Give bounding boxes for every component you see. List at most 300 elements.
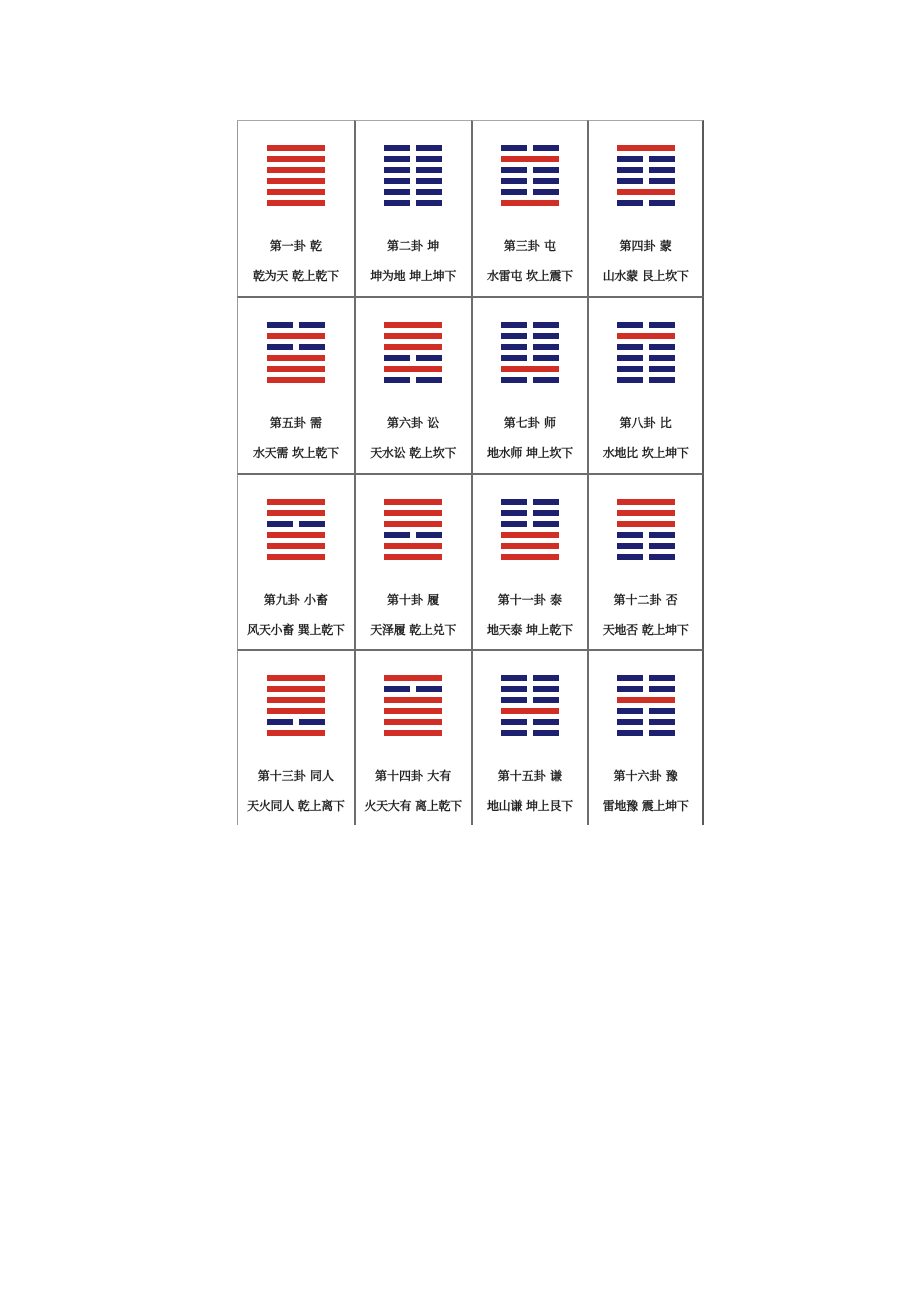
line-segment	[617, 322, 643, 328]
yin-line	[384, 200, 442, 206]
yang-line	[384, 730, 442, 736]
hexagram-cell-3	[471, 120, 588, 296]
line-segment	[649, 708, 675, 714]
line-segment	[533, 377, 559, 383]
yang-line	[384, 675, 442, 681]
hexagram-name: 第十卦 履	[387, 592, 440, 607]
yin-line	[617, 344, 675, 350]
hexagram-name: 第五卦 需	[269, 416, 322, 431]
yang-line	[267, 499, 325, 505]
yin-line	[267, 719, 325, 725]
hexagram-symbol	[384, 499, 442, 560]
line-segment	[617, 510, 675, 516]
line-segment	[384, 366, 442, 372]
line-segment	[384, 322, 442, 328]
hexagram-name: 第十五卦 谦	[497, 768, 562, 783]
yin-line	[501, 675, 559, 681]
line-segment	[617, 145, 675, 151]
line-segment	[649, 377, 675, 383]
hexagram-name: 第二卦 坤	[387, 239, 440, 253]
yang-line	[267, 543, 325, 549]
line-segment	[416, 355, 442, 361]
yang-line	[501, 708, 559, 714]
line-segment	[384, 499, 442, 505]
yin-line	[617, 355, 675, 361]
line-segment	[617, 499, 675, 505]
line-segment	[267, 333, 325, 339]
hexagram-name: 第三卦 屯	[503, 239, 556, 253]
line-segment	[649, 167, 675, 173]
line-segment	[267, 499, 325, 505]
yang-line	[501, 543, 559, 549]
line-segment	[617, 333, 675, 339]
line-segment	[267, 366, 325, 372]
yang-line	[384, 322, 442, 328]
line-segment	[617, 355, 643, 361]
yang-line	[384, 499, 442, 505]
yin-line	[617, 178, 675, 184]
yang-line	[617, 499, 675, 505]
line-segment	[533, 322, 559, 328]
line-segment	[267, 543, 325, 549]
line-segment	[501, 366, 559, 372]
yang-line	[384, 719, 442, 725]
hexagram-cell-8	[587, 296, 704, 472]
yang-line	[384, 543, 442, 549]
yang-line	[501, 156, 559, 162]
hexagram-name: 第十四卦 大有	[375, 768, 452, 783]
line-segment	[384, 532, 410, 538]
yang-line	[267, 355, 325, 361]
hexagram-description: 坤为地 坤上坤下	[370, 269, 457, 283]
hexagram-name: 第十六卦 豫	[613, 768, 678, 783]
line-segment	[649, 686, 675, 692]
yin-line	[617, 322, 675, 328]
line-segment	[501, 499, 527, 505]
line-segment	[416, 532, 442, 538]
line-segment	[267, 708, 325, 714]
hexagram-name: 第六卦 讼	[387, 416, 440, 431]
hexagram-symbol	[267, 145, 325, 206]
line-segment	[649, 730, 675, 736]
line-segment	[384, 521, 442, 527]
line-segment	[501, 532, 559, 538]
hexagram-symbol	[267, 499, 325, 560]
line-segment	[649, 543, 675, 549]
line-segment	[649, 675, 675, 681]
hexagram-description: 水天需 坎上乾下	[252, 446, 339, 461]
yin-line	[617, 532, 675, 538]
hexagram-name: 第十一卦 泰	[497, 592, 562, 607]
line-segment	[299, 521, 325, 527]
line-segment	[384, 708, 442, 714]
hexagram-cell-5	[237, 296, 354, 472]
line-segment	[533, 167, 559, 173]
line-segment	[649, 719, 675, 725]
yin-line	[617, 156, 675, 162]
yang-line	[384, 697, 442, 703]
hexagram-cell-7	[471, 296, 588, 472]
line-segment	[267, 532, 325, 538]
yin-line	[267, 322, 325, 328]
yang-line	[501, 366, 559, 372]
line-segment	[267, 554, 325, 560]
line-segment	[384, 156, 410, 162]
yin-line	[617, 554, 675, 560]
yang-line	[617, 145, 675, 151]
yin-line	[617, 719, 675, 725]
line-segment	[267, 189, 325, 195]
hexagram-cell-4	[587, 120, 704, 296]
line-segment	[267, 697, 325, 703]
yin-line	[617, 675, 675, 681]
yin-line	[501, 499, 559, 505]
line-segment	[617, 554, 643, 560]
hexagram-cell-14	[354, 649, 471, 825]
yang-line	[267, 697, 325, 703]
hexagram-description: 山水蒙 艮上坎下	[602, 269, 689, 283]
line-segment	[299, 719, 325, 725]
line-segment	[617, 730, 643, 736]
line-segment	[416, 156, 442, 162]
yin-line	[617, 708, 675, 714]
line-segment	[617, 543, 643, 549]
line-segment	[384, 686, 410, 692]
hexagram-symbol	[384, 322, 442, 383]
line-segment	[501, 686, 527, 692]
line-segment	[384, 675, 442, 681]
hexagram-symbol	[501, 322, 559, 383]
line-segment	[384, 543, 442, 549]
yang-line	[617, 333, 675, 339]
line-segment	[617, 156, 643, 162]
line-segment	[533, 697, 559, 703]
line-segment	[384, 697, 442, 703]
yin-line	[617, 366, 675, 372]
hexagram-symbol	[384, 145, 442, 206]
yang-line	[267, 333, 325, 339]
yin-line	[501, 178, 559, 184]
yang-line	[267, 145, 325, 151]
line-segment	[501, 333, 527, 339]
hexagram-symbol	[384, 675, 442, 736]
yin-line	[384, 532, 442, 538]
yin-line	[501, 167, 559, 173]
hexagram-name: 第一卦 乾	[269, 239, 322, 253]
line-segment	[533, 344, 559, 350]
yin-line	[501, 521, 559, 527]
line-segment	[384, 178, 410, 184]
line-segment	[501, 510, 527, 516]
yang-line	[267, 377, 325, 383]
yang-line	[267, 532, 325, 538]
line-segment	[617, 366, 643, 372]
yin-line	[384, 686, 442, 692]
yang-line	[267, 686, 325, 692]
hexagram-description: 火天大有 离上乾下	[364, 798, 462, 813]
yang-line	[267, 730, 325, 736]
yang-line	[384, 554, 442, 560]
yin-line	[267, 344, 325, 350]
line-segment	[299, 322, 325, 328]
line-segment	[617, 200, 643, 206]
yang-line	[267, 510, 325, 516]
yang-line	[267, 156, 325, 162]
yin-line	[501, 322, 559, 328]
line-segment	[501, 543, 559, 549]
line-segment	[649, 554, 675, 560]
yang-line	[501, 554, 559, 560]
hexagram-cell-15	[471, 649, 588, 825]
line-segment	[649, 322, 675, 328]
line-segment	[617, 708, 643, 714]
hexagram-description: 风天小畜 巽上乾下	[247, 622, 345, 637]
hexagram-symbol	[617, 499, 675, 560]
line-segment	[617, 377, 643, 383]
yin-line	[384, 156, 442, 162]
hexagram-symbol	[617, 322, 675, 383]
line-segment	[533, 521, 559, 527]
hexagram-name: 第十二卦 否	[613, 592, 678, 607]
line-segment	[617, 686, 643, 692]
yin-line	[501, 719, 559, 725]
hexagram-name: 第四卦 蒙	[619, 239, 672, 253]
yin-line	[384, 355, 442, 361]
line-segment	[384, 730, 442, 736]
hexagram-description: 水雷屯 坎上震下	[486, 269, 573, 283]
line-segment	[501, 697, 527, 703]
line-segment	[267, 200, 325, 206]
hexagram-description: 雷地豫 震上坤下	[602, 798, 689, 813]
hexagram-symbol	[501, 499, 559, 560]
line-segment	[617, 521, 675, 527]
line-segment	[267, 322, 293, 328]
line-segment	[649, 532, 675, 538]
hexagram-name: 第八卦 比	[619, 416, 672, 431]
hexagram-description: 天水讼 乾上坎下	[370, 446, 457, 461]
line-segment	[533, 145, 559, 151]
line-segment	[617, 697, 675, 703]
line-segment	[267, 178, 325, 184]
yang-line	[267, 675, 325, 681]
line-segment	[267, 167, 325, 173]
hexagram-cell-6	[354, 296, 471, 472]
line-segment	[384, 719, 442, 725]
yin-line	[384, 167, 442, 173]
line-segment	[267, 686, 325, 692]
yang-line	[384, 521, 442, 527]
hexagram-cell-12	[587, 473, 704, 649]
line-segment	[416, 178, 442, 184]
yin-line	[501, 697, 559, 703]
yang-line	[267, 708, 325, 714]
hexagram-symbol	[267, 675, 325, 736]
line-segment	[501, 554, 559, 560]
yin-line	[617, 686, 675, 692]
yang-line	[267, 167, 325, 173]
line-segment	[617, 675, 643, 681]
line-segment	[384, 377, 410, 383]
hexagram-name: 第七卦 师	[503, 416, 556, 431]
yin-line	[384, 178, 442, 184]
line-segment	[501, 156, 559, 162]
hexagram-cell-10	[354, 473, 471, 649]
yang-line	[384, 510, 442, 516]
line-segment	[617, 344, 643, 350]
line-segment	[501, 200, 559, 206]
line-segment	[267, 377, 325, 383]
line-segment	[501, 730, 527, 736]
line-segment	[384, 189, 410, 195]
hexagram-description: 乾为天 乾上乾下	[252, 269, 339, 283]
yang-line	[501, 200, 559, 206]
hexagram-description: 地山谦 坤上艮下	[486, 798, 573, 813]
line-segment	[501, 167, 527, 173]
line-segment	[649, 355, 675, 361]
line-segment	[533, 719, 559, 725]
line-segment	[501, 675, 527, 681]
yin-line	[501, 344, 559, 350]
hexagram-symbol	[501, 675, 559, 736]
line-segment	[533, 686, 559, 692]
hexagram-description: 天火同人 乾上离下	[247, 798, 345, 813]
hexagram-symbol	[267, 322, 325, 383]
hexagram-cell-2	[354, 120, 471, 296]
line-segment	[384, 355, 410, 361]
yang-line	[617, 697, 675, 703]
line-segment	[267, 521, 293, 527]
yin-line	[501, 510, 559, 516]
line-segment	[416, 200, 442, 206]
yang-line	[384, 708, 442, 714]
line-segment	[384, 510, 442, 516]
hexagram-symbol	[501, 145, 559, 206]
yang-line	[267, 178, 325, 184]
line-segment	[416, 377, 442, 383]
line-segment	[501, 377, 527, 383]
line-segment	[384, 554, 442, 560]
line-segment	[533, 730, 559, 736]
line-segment	[533, 333, 559, 339]
line-segment	[267, 675, 325, 681]
yin-line	[384, 189, 442, 195]
yin-line	[501, 355, 559, 361]
line-segment	[416, 145, 442, 151]
line-segment	[501, 708, 559, 714]
line-segment	[416, 189, 442, 195]
line-segment	[501, 521, 527, 527]
hexagram-description: 水地比 坎上坤下	[602, 446, 689, 461]
line-segment	[617, 167, 643, 173]
yang-line	[267, 200, 325, 206]
yin-line	[617, 377, 675, 383]
line-segment	[533, 510, 559, 516]
yin-line	[617, 730, 675, 736]
line-segment	[299, 344, 325, 350]
line-segment	[533, 355, 559, 361]
yin-line	[501, 333, 559, 339]
hexagram-description: 地水师 坤上坎下	[486, 446, 573, 461]
hexagram-description: 地天泰 坤上乾下	[486, 622, 573, 637]
line-segment	[617, 178, 643, 184]
hexagram-cell-1	[237, 120, 354, 296]
line-segment	[501, 189, 527, 195]
yin-line	[617, 167, 675, 173]
yin-line	[267, 521, 325, 527]
line-segment	[384, 333, 442, 339]
line-segment	[501, 355, 527, 361]
yang-line	[501, 532, 559, 538]
hexagram-name: 第九卦 小畜	[263, 592, 328, 607]
yin-line	[501, 145, 559, 151]
yang-line	[384, 366, 442, 372]
hexagram-symbol	[617, 145, 675, 206]
hexagram-grid	[237, 120, 704, 825]
line-segment	[416, 167, 442, 173]
line-segment	[649, 156, 675, 162]
line-segment	[267, 344, 293, 350]
line-segment	[267, 355, 325, 361]
line-segment	[267, 510, 325, 516]
line-segment	[384, 200, 410, 206]
line-segment	[267, 145, 325, 151]
line-segment	[649, 200, 675, 206]
yang-line	[267, 554, 325, 560]
yin-line	[501, 730, 559, 736]
line-segment	[501, 178, 527, 184]
line-segment	[649, 178, 675, 184]
hexagram-cell-9	[237, 473, 354, 649]
hexagram-cell-16	[587, 649, 704, 825]
yang-line	[617, 189, 675, 195]
line-segment	[267, 730, 325, 736]
yin-line	[384, 377, 442, 383]
yin-line	[501, 686, 559, 692]
yin-line	[501, 189, 559, 195]
yang-line	[384, 344, 442, 350]
yang-line	[267, 366, 325, 372]
line-segment	[501, 719, 527, 725]
hexagram-description: 天泽履 乾上兑下	[370, 622, 457, 637]
hexagram-cell-13	[237, 649, 354, 825]
line-segment	[384, 167, 410, 173]
line-segment	[617, 189, 675, 195]
line-segment	[384, 145, 410, 151]
yin-line	[501, 377, 559, 383]
line-segment	[617, 532, 643, 538]
yang-line	[267, 189, 325, 195]
hexagram-name: 第十三卦 同人	[257, 768, 334, 783]
yin-line	[617, 200, 675, 206]
line-segment	[501, 322, 527, 328]
line-segment	[267, 719, 293, 725]
yin-line	[617, 543, 675, 549]
yang-line	[384, 333, 442, 339]
line-segment	[533, 675, 559, 681]
line-segment	[533, 499, 559, 505]
line-segment	[267, 156, 325, 162]
line-segment	[617, 719, 643, 725]
hexagram-cell-11	[471, 473, 588, 649]
line-segment	[501, 344, 527, 350]
yang-line	[617, 510, 675, 516]
line-segment	[384, 344, 442, 350]
line-segment	[416, 686, 442, 692]
line-segment	[533, 189, 559, 195]
line-segment	[501, 145, 527, 151]
hexagram-description: 天地否 乾上坤下	[602, 622, 689, 637]
line-segment	[649, 344, 675, 350]
